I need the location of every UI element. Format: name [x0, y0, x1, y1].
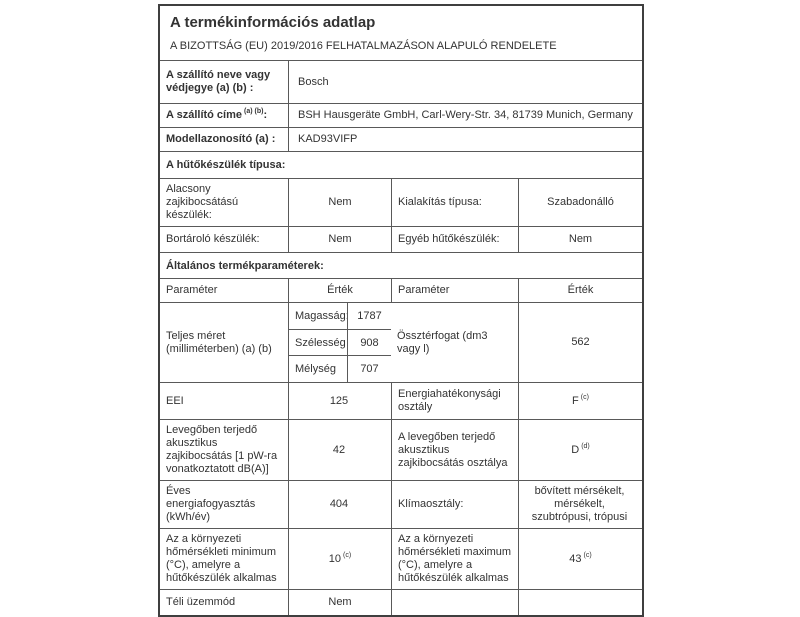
subtitle-row [160, 36, 642, 60]
param-value: Szabadonálló [518, 179, 642, 226]
regulation-subtitle: A BIZOTTSÁG (EU) 2019/2016 FELHATALMAZÁSON ALAPULÓ RENDELETE [170, 40, 557, 52]
label-text: A szállító címe [166, 109, 243, 121]
param-label: Klímaosztály: [391, 481, 518, 528]
value-text: 10 [328, 552, 342, 565]
dimension-height-row [289, 303, 391, 329]
dimension-name: Szélesség [295, 336, 346, 349]
label-text: Modellazonosító (a) : [166, 133, 276, 145]
param-value [288, 481, 391, 528]
model-identifier-label [160, 128, 288, 151]
dimension-name: Magasság: [295, 309, 349, 322]
appliance-type-section-header [160, 151, 642, 178]
param-value [288, 590, 391, 615]
param-label: Energiahatékonysági osztály [391, 383, 518, 419]
param-value: Nem [288, 227, 391, 252]
param-value [518, 481, 642, 528]
table-row [160, 178, 642, 226]
column-header: Érték [518, 279, 642, 302]
column-header-row [160, 278, 642, 302]
footnote-superscript: (c) [343, 551, 352, 559]
param-label: Az a környezeti hőmérsékleti maximum (°C), amelyre a hűtőkészülék alkalmas [391, 529, 518, 589]
param-value: Nem [288, 179, 391, 226]
param-value [518, 383, 642, 419]
param-label: Éves energiafogyasztás (kWh/év) [166, 485, 256, 523]
supplier-name-row [160, 60, 642, 103]
footnote-superscript: (c) [583, 551, 592, 559]
param-label [391, 590, 518, 615]
value-text: 404 [329, 498, 349, 510]
table-row [160, 480, 642, 528]
dimension-depth-row [289, 355, 391, 382]
table-row [160, 226, 642, 252]
dimension-width-row [289, 329, 391, 356]
param-value: 562 [518, 303, 642, 382]
param-value [288, 383, 391, 419]
title-row [160, 6, 642, 36]
table-row [160, 382, 642, 419]
model-identifier-value: KAD93VIFP [288, 128, 642, 151]
param-value [518, 529, 642, 589]
param-label: Bortároló készülék: [166, 233, 260, 245]
dimension-value: 908 [347, 330, 391, 356]
supplier-name-label [160, 61, 288, 103]
param-label: Kialakítás típusa: [391, 179, 518, 226]
footnote-superscript: (d) [581, 442, 590, 450]
section-header-text: Általános termékparaméterek: [166, 259, 324, 272]
column-header: Paraméter [391, 279, 518, 302]
param-label: A levegőben terjedő akusztikus zajkibocsátás osztálya [391, 420, 518, 480]
section-header-text: A hűtőkészülék típusa: [166, 159, 286, 171]
param-label: Levegőben terjedő akusztikus zajkibocsátás [1 pW-ra vonatkoztatott dB(A)] [166, 424, 278, 475]
value-text: D [571, 443, 580, 456]
param-value [288, 529, 391, 589]
label-suffix: : [263, 109, 268, 121]
footnote-superscript: (c) [580, 393, 589, 401]
param-label: Téli üzemmód [166, 596, 236, 608]
column-header: Paraméter [166, 284, 218, 296]
param-value [518, 420, 642, 480]
general-params-section-header [160, 252, 642, 278]
footnote-superscript: (a) (b) [244, 108, 264, 115]
supplier-address-row [160, 103, 642, 127]
param-label: EEI [166, 394, 184, 407]
value-text: bővített mérsékelt, mérsékelt, szubtrópusi, trópusi [531, 485, 628, 523]
supplier-address-value: BSH Hausgeräte GmbH, Carl-Wery-Str. 34, 81739 Munich, Germany [288, 104, 642, 127]
param-label: Alacsony zajkibocsátású készülék: [166, 183, 239, 221]
table-row [160, 589, 642, 615]
table-row [160, 419, 642, 480]
param-label: Egyéb hűtőkészülék: [391, 227, 518, 252]
dimensions-subtable [288, 303, 391, 382]
param-label: Össztérfogat (dm3 vagy l) [397, 329, 488, 355]
value-text: Nem [328, 596, 352, 608]
param-label: Az a környezeti hőmérsékleti minimum (°C), amelyre a hűtőkészülék alkalmas [166, 533, 277, 584]
param-value: Nem [518, 227, 642, 252]
supplier-address-label [160, 104, 288, 127]
page-title: A termékinformációs adatlap [170, 13, 376, 31]
dimension-value: 1787 [347, 303, 391, 329]
supplier-name-value: Bosch [288, 61, 642, 103]
model-identifier-row [160, 127, 642, 151]
param-value [288, 420, 391, 480]
dimension-value: 707 [347, 356, 391, 382]
dimensions-row [160, 302, 642, 382]
value-text: 125 [329, 394, 349, 407]
dimension-name: Mélység [295, 363, 336, 376]
column-header: Érték [288, 279, 391, 302]
product-information-sheet [158, 4, 644, 617]
value-text: 42 [332, 443, 346, 456]
label-text: A szállító neve vagy védjegye (a) (b) : [166, 69, 271, 94]
param-value [518, 590, 642, 615]
param-label: Teljes méret (milliméterben) (a) (b) [166, 329, 272, 355]
value-text: 43 [569, 552, 582, 565]
value-text: F [572, 394, 579, 407]
table-row [160, 528, 642, 589]
